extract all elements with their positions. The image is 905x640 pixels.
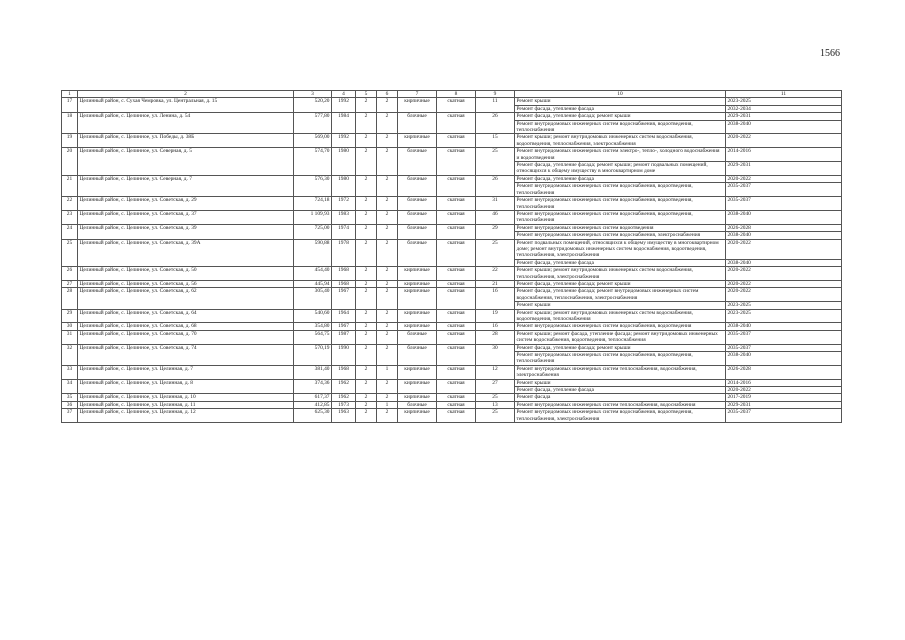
wall-material-cell: блочные (398, 401, 437, 408)
wall-material-cell: кирпичные (398, 409, 437, 423)
address-cell: Целинный район, с. Целинное, ул. Северная, д. 5 (78, 148, 294, 176)
entrances-cell: 2 (377, 239, 398, 267)
works-cell: Ремонт внутридомовых инженерных систем водоснабжения, водоотведения, теплоснабжения, электроснабжения (515, 409, 726, 423)
roof-type-cell: скатная (437, 98, 476, 113)
entrances-cell: 2 (377, 267, 398, 281)
apartments-cell: 19 (476, 309, 515, 323)
period-cell: 2020-2022 (726, 280, 842, 287)
address-cell: Целинный район, с. Целинное, ул. Советская, д. 39 (78, 224, 294, 239)
roof-type-cell: скатная (437, 280, 476, 287)
roof-type-cell: скатная (437, 365, 476, 379)
roof-type-cell: скатная (437, 267, 476, 281)
wall-material-cell: кирпичные (398, 379, 437, 394)
area-cell: 540,60 (294, 309, 332, 323)
year-cell: 1992 (332, 134, 356, 148)
address-cell: Целинный район, с. Сухая Чемровка, ул. Центральная, д. 15 (78, 98, 294, 113)
works-cell: Ремонт внутридомовых инженерных систем теплоснабжения, водоснабжения, электроснабжения (515, 365, 726, 379)
column-header: 10 (515, 91, 726, 98)
row-number: 20 (62, 148, 78, 176)
year-cell: 1983 (332, 210, 356, 224)
period-cell: 2026-2028 (726, 365, 842, 379)
period-cell: 2014-2016 (726, 148, 842, 162)
period-cell: 2038-2040 (726, 352, 842, 366)
apartments-cell: 31 (476, 197, 515, 211)
roof-type-cell: скатная (437, 409, 476, 423)
table-row (62, 210, 842, 224)
period-cell: 2029-2031 (726, 113, 842, 120)
address-cell: Целинный район, с. Целинное, ул. Ленина, д. 54 (78, 113, 294, 134)
table-row (62, 288, 842, 302)
floors-cell: 2 (356, 267, 377, 281)
area-cell: 305,40 (294, 288, 332, 309)
area-cell: 354,80 (294, 323, 332, 330)
area-cell: 374,36 (294, 379, 332, 394)
period-cell: 2017-2019 (726, 394, 842, 401)
apartments-cell: 16 (476, 288, 515, 309)
entrances-cell: 2 (377, 409, 398, 423)
works-cell: Ремонт фасада, утепление фасада (515, 105, 726, 112)
works-cell: Ремонт внутридомовых инженерных систем водоснабжения, водоотведения, теплоснабжения (515, 352, 726, 366)
wall-material-cell: кирпичные (398, 309, 437, 323)
row-number: 33 (62, 365, 78, 379)
area-cell: 617,37 (294, 394, 332, 401)
entrances-cell: 2 (377, 309, 398, 323)
year-cell: 1962 (332, 394, 356, 401)
floors-cell: 2 (356, 379, 377, 394)
period-cell: 2035-2037 (726, 409, 842, 423)
period-cell: 2038-2040 (726, 259, 842, 266)
wall-material-cell: блочные (398, 344, 437, 365)
year-cell: 1973 (332, 401, 356, 408)
apartments-cell: 25 (476, 394, 515, 401)
table-row (62, 401, 842, 408)
roof-type-cell: скатная (437, 113, 476, 134)
address-cell: Целинный район, с. Целинное, ул. Советская, д. 39А (78, 239, 294, 267)
roof-type-cell: скатная (437, 224, 476, 239)
row-number: 18 (62, 113, 78, 134)
roof-type-cell: скатная (437, 344, 476, 365)
floors-cell: 2 (356, 113, 377, 134)
table-row (62, 239, 842, 259)
roof-type-cell: скатная (437, 288, 476, 309)
works-cell: Ремонт фасада, утепление фасада; ремонт крыши (515, 280, 726, 287)
works-cell: Ремонт крыши; ремонт внутридомовых инженерных систем водоснабжения, теплоснабжения, электроснабжения (515, 267, 726, 281)
year-cell: 1972 (332, 197, 356, 211)
period-cell: 2020-2022 (726, 175, 842, 182)
period-cell: 2020-2022 (726, 288, 842, 302)
period-cell: 2029-2031 (726, 162, 842, 176)
table-row (62, 330, 842, 344)
works-cell: Ремонт крыши (515, 379, 726, 386)
area-cell: 576,30 (294, 175, 332, 196)
year-cell: 1980 (332, 148, 356, 176)
year-cell: 1962 (332, 379, 356, 394)
wall-material-cell: блочные (398, 239, 437, 267)
row-number: 17 (62, 98, 78, 113)
apartments-cell: 16 (476, 323, 515, 330)
row-number: 27 (62, 280, 78, 287)
works-cell: Ремонт внутридомовых инженерных систем водоснабжения, водоотведения, теплоснабжения (515, 120, 726, 134)
entrances-cell: 2 (377, 344, 398, 365)
wall-material-cell: кирпичные (398, 267, 437, 281)
wall-material-cell: блочные (398, 210, 437, 224)
period-cell: 2020-2022 (726, 267, 842, 281)
address-cell: Целинный район, с. Целинное, ул. Советская, д. 50 (78, 267, 294, 281)
apartments-cell: 12 (476, 365, 515, 379)
wall-material-cell: блочные (398, 113, 437, 134)
floors-cell: 2 (356, 224, 377, 239)
floors-cell: 2 (356, 98, 377, 113)
period-cell: 2023-2025 (726, 309, 842, 323)
entrances-cell: 2 (377, 197, 398, 211)
year-cell: 1967 (332, 323, 356, 330)
apartments-cell: 29 (476, 224, 515, 239)
table-row (62, 113, 842, 120)
period-cell: 2035-2037 (726, 183, 842, 197)
apartments-cell: 21 (476, 280, 515, 287)
entrances-cell: 2 (377, 280, 398, 287)
period-cell: 2035-2037 (726, 197, 842, 211)
area-cell: 564,75 (294, 330, 332, 344)
area-cell: 381,40 (294, 365, 332, 379)
entrances-cell: 1 (377, 365, 398, 379)
roof-type-cell: скатная (437, 323, 476, 330)
row-number: 35 (62, 394, 78, 401)
floors-cell: 2 (356, 365, 377, 379)
table-row (62, 98, 842, 105)
works-cell: Ремонт внутридомовых инженерных систем водоснабжения, водоотведения, теплоснабжения (515, 183, 726, 197)
capital-repair-table (61, 90, 842, 423)
year-cell: 1987 (332, 330, 356, 344)
wall-material-cell: блочные (398, 224, 437, 239)
year-cell: 1964 (332, 309, 356, 323)
apartments-cell: 26 (476, 175, 515, 196)
entrances-cell: 2 (377, 134, 398, 148)
table-row (62, 175, 842, 182)
row-number: 19 (62, 134, 78, 148)
table-row (62, 379, 842, 386)
table-row (62, 344, 842, 351)
works-cell: Ремонт фасада, утепление фасада; ремонт крыши; ремонт подвальных помещений, относящихся к общему имуществу в многоквартирном доме (515, 162, 726, 176)
entrances-cell: 2 (377, 288, 398, 309)
row-number: 34 (62, 379, 78, 394)
page-number: 1566 (820, 48, 840, 59)
entrances-cell: 2 (377, 175, 398, 196)
apartments-cell: 26 (476, 113, 515, 134)
floors-cell: 2 (356, 288, 377, 309)
address-cell: Целинный район, с. Целинное, ул. Советская, д. 62 (78, 288, 294, 309)
apartments-cell: 25 (476, 239, 515, 267)
wall-material-cell: кирпичные (398, 280, 437, 287)
row-number: 37 (62, 409, 78, 423)
roof-type-cell: скатная (437, 134, 476, 148)
table-row (62, 309, 842, 323)
address-cell: Целинный район, с. Целинное, ул. Победы, д. 38Б (78, 134, 294, 148)
period-cell: 2038-2040 (726, 232, 842, 239)
area-cell: 570,19 (294, 344, 332, 365)
apartments-cell: 22 (476, 267, 515, 281)
row-number: 24 (62, 224, 78, 239)
period-cell: 2020-2022 (726, 387, 842, 394)
roof-type-cell: скатная (437, 175, 476, 196)
works-cell: Ремонт фасада, утепление фасада (515, 175, 726, 182)
address-cell: Целинный район, с. Целинное, ул. Советская, д. 74 (78, 344, 294, 365)
year-cell: 1968 (332, 365, 356, 379)
apartments-cell: 11 (476, 98, 515, 113)
area-cell: 625,30 (294, 409, 332, 423)
address-cell: Целинный район, с. Целинное, ул. Северная, д. 7 (78, 175, 294, 196)
table-row (62, 134, 842, 148)
roof-type-cell: скатная (437, 379, 476, 394)
year-cell: 1992 (332, 98, 356, 113)
table-row (62, 197, 842, 211)
area-cell: 412,85 (294, 401, 332, 408)
period-cell: 2038-2040 (726, 120, 842, 134)
entrances-cell: 2 (377, 148, 398, 176)
period-cell: 2020-2022 (726, 134, 842, 148)
apartments-cell: 13 (476, 401, 515, 408)
period-cell: 2029-2031 (726, 401, 842, 408)
entrances-cell: 1 (377, 401, 398, 408)
area-cell: 574,70 (294, 148, 332, 176)
apartments-cell: 25 (476, 409, 515, 423)
roof-type-cell: скатная (437, 239, 476, 267)
floors-cell: 2 (356, 330, 377, 344)
column-header: 7 (398, 91, 437, 98)
floors-cell: 2 (356, 175, 377, 196)
roof-type-cell: скатная (437, 197, 476, 211)
row-number: 26 (62, 267, 78, 281)
entrances-cell: 2 (377, 323, 398, 330)
period-cell: 2023-2025 (726, 302, 842, 309)
address-cell: Целинный район, с. Целинное, ул. Советская, д. 37 (78, 210, 294, 224)
wall-material-cell: кирпичные (398, 394, 437, 401)
table-body (62, 91, 842, 423)
works-cell: Ремонт крыши; ремонт фасада, утепление фасада; ремонт внутридомовых инженерных систем водоснабжения, водоотведения, теплоснабжения (515, 330, 726, 344)
works-cell: Ремонт крыши; ремонт внутридомовых инженерных систем водоснабжения, водоотведения, теплоснабжения (515, 309, 726, 323)
wall-material-cell: блочные (398, 197, 437, 211)
roof-type-cell: скатная (437, 401, 476, 408)
period-cell: 2014-2016 (726, 379, 842, 386)
roof-type-cell: скатная (437, 210, 476, 224)
address-cell: Целинный район, с. Целинное, ул. Советская, д. 29 (78, 197, 294, 211)
address-cell: Целинный район, с. Целинное, ул. Советская, д. 56 (78, 280, 294, 287)
entrances-cell: 2 (377, 210, 398, 224)
table-row (62, 148, 842, 162)
works-cell: Ремонт фасада, утепление фасада; ремонт внутридомовых инженерных систем водоснабжения, теплоснабжения, электроснабжения (515, 288, 726, 302)
year-cell: 1968 (332, 280, 356, 287)
floors-cell: 2 (356, 394, 377, 401)
row-number: 22 (62, 197, 78, 211)
address-cell: Целинный район, с. Целинное, ул. Целинная, д. 11 (78, 401, 294, 408)
floors-cell: 2 (356, 344, 377, 365)
works-cell: Ремонт внутридомовых инженерных систем водоснабжения, электроснабжения (515, 232, 726, 239)
address-cell: Целинный район, с. Целинное, ул. Советская, д. 64 (78, 309, 294, 323)
column-header: 6 (377, 91, 398, 98)
works-cell: Ремонт фасада (515, 394, 726, 401)
works-cell: Ремонт фасада, утепление фасада (515, 387, 726, 394)
period-cell: 2035-2037 (726, 344, 842, 351)
wall-material-cell: кирпичные (398, 323, 437, 330)
period-cell: 2032-2034 (726, 105, 842, 112)
works-cell: Ремонт внутридомовых инженерных систем водоотведения (515, 224, 726, 231)
floors-cell: 2 (356, 309, 377, 323)
floors-cell: 2 (356, 134, 377, 148)
wall-material-cell: кирпичные (398, 134, 437, 148)
row-number: 32 (62, 344, 78, 365)
floors-cell: 2 (356, 239, 377, 267)
floors-cell: 2 (356, 401, 377, 408)
column-header: 2 (78, 91, 294, 98)
apartments-cell: 46 (476, 210, 515, 224)
wall-material-cell: кирпичные (398, 98, 437, 113)
entrances-cell: 2 (377, 98, 398, 113)
address-cell: Целинный район, с. Целинное, ул. Советская, д. 68 (78, 323, 294, 330)
column-header: 11 (726, 91, 842, 98)
period-cell: 2023-2025 (726, 98, 842, 105)
address-cell: Целинный район, с. Целинное, ул. Советская, д. 70 (78, 330, 294, 344)
entrances-cell: 2 (377, 379, 398, 394)
wall-material-cell: кирпичные (398, 288, 437, 309)
floors-cell: 2 (356, 210, 377, 224)
floors-cell: 2 (356, 148, 377, 176)
period-cell: 2038-2040 (726, 210, 842, 224)
year-cell: 1974 (332, 224, 356, 239)
roof-type-cell: скатная (437, 309, 476, 323)
area-cell: 1 109,93 (294, 210, 332, 224)
table-row (62, 267, 842, 281)
period-cell: 2035-2037 (726, 330, 842, 344)
wall-material-cell: блочные (398, 330, 437, 344)
row-number: 21 (62, 175, 78, 196)
column-header: 4 (332, 91, 356, 98)
row-number: 23 (62, 210, 78, 224)
works-cell: Ремонт внутридомовых инженерных систем электро-, тепло-, холодного водоснабжения и водоотведения (515, 148, 726, 162)
apartments-cell: 30 (476, 344, 515, 365)
row-number: 29 (62, 309, 78, 323)
works-cell: Ремонт внутридомовых инженерных систем водоснабжения, водоотведения, теплоснабжения (515, 210, 726, 224)
works-cell: Ремонт крыши; ремонт внутридомовых инженерных систем водоснабжения, водоотведения, теплоснабжения, электроснабжения (515, 134, 726, 148)
column-header: 9 (476, 91, 515, 98)
wall-material-cell: кирпичные (398, 365, 437, 379)
address-cell: Целинный район, с. Целинное, ул. Целинная, д. 7 (78, 365, 294, 379)
row-number: 31 (62, 330, 78, 344)
works-cell: Ремонт фасада, утепление фасада; ремонт крыши (515, 113, 726, 120)
row-number: 28 (62, 288, 78, 309)
year-cell: 1990 (332, 344, 356, 365)
area-cell: 577,80 (294, 113, 332, 134)
works-cell: Ремонт внутридомовых инженерных систем водоснабжения, водоотведения (515, 323, 726, 330)
row-number: 25 (62, 239, 78, 267)
period-cell: 2020-2022 (726, 239, 842, 259)
table-row (62, 394, 842, 401)
apartments-cell: 15 (476, 134, 515, 148)
roof-type-cell: скатная (437, 148, 476, 176)
works-cell: Ремонт фасада, утепление фасада (515, 259, 726, 266)
wall-material-cell: блочные (398, 175, 437, 196)
entrances-cell: 2 (377, 224, 398, 239)
address-cell: Целинный район, с. Целинное, ул. Целинная, д. 12 (78, 409, 294, 423)
year-cell: 1978 (332, 239, 356, 267)
column-header: 8 (437, 91, 476, 98)
area-cell: 725,00 (294, 224, 332, 239)
table-row (62, 280, 842, 287)
works-cell: Ремонт крыши (515, 98, 726, 105)
entrances-cell: 2 (377, 113, 398, 134)
table-row (62, 409, 842, 423)
entrances-cell: 2 (377, 394, 398, 401)
works-cell: Ремонт фасада, утепление фасада; ремонт крыши (515, 344, 726, 351)
area-cell: 590,88 (294, 239, 332, 267)
floors-cell: 2 (356, 280, 377, 287)
area-cell: 569,00 (294, 134, 332, 148)
table-row (62, 365, 842, 379)
row-number: 36 (62, 401, 78, 408)
entrances-cell: 2 (377, 330, 398, 344)
year-cell: 1963 (332, 409, 356, 423)
area-cell: 454,40 (294, 267, 332, 281)
column-header: 1 (62, 91, 78, 98)
floors-cell: 2 (356, 323, 377, 330)
apartments-cell: 25 (476, 148, 515, 176)
area-cell: 445,94 (294, 280, 332, 287)
roof-type-cell: скатная (437, 330, 476, 344)
roof-type-cell: скатная (437, 394, 476, 401)
area-cell: 724,18 (294, 197, 332, 211)
works-cell: Ремонт крыши (515, 302, 726, 309)
address-cell: Целинный район, с. Целинное, ул. Целинная, д. 10 (78, 394, 294, 401)
year-cell: 1967 (332, 288, 356, 309)
works-cell: Ремонт внутридомовых инженерных систем теплоснабжения, водоснабжения (515, 401, 726, 408)
year-cell: 1984 (332, 113, 356, 134)
period-cell: 2026-2028 (726, 224, 842, 231)
period-cell: 2038-2040 (726, 323, 842, 330)
address-cell: Целинный район, с. Целинное, ул. Целинная, д. 8 (78, 379, 294, 394)
column-header: 3 (294, 91, 332, 98)
year-cell: 1968 (332, 267, 356, 281)
floors-cell: 2 (356, 409, 377, 423)
floors-cell: 2 (356, 197, 377, 211)
area-cell: 520,20 (294, 98, 332, 113)
year-cell: 1980 (332, 175, 356, 196)
table-row (62, 224, 842, 231)
apartments-cell: 28 (476, 330, 515, 344)
column-header: 5 (356, 91, 377, 98)
works-cell: Ремонт внутридомовых инженерных систем водоснабжения, водоотведения, теплоснабжения (515, 197, 726, 211)
works-cell: Ремонт подвальных помещений, относящихся к общему имуществу в многоквартирном доме; ремонт внутридомовых инженерных систем водоснабжения, водоотведения, теплоснабжения, электроснабжения (515, 239, 726, 259)
wall-material-cell: блочные (398, 148, 437, 176)
apartments-cell: 27 (476, 379, 515, 394)
header-row (62, 91, 842, 98)
row-number: 30 (62, 323, 78, 330)
table-row (62, 323, 842, 330)
